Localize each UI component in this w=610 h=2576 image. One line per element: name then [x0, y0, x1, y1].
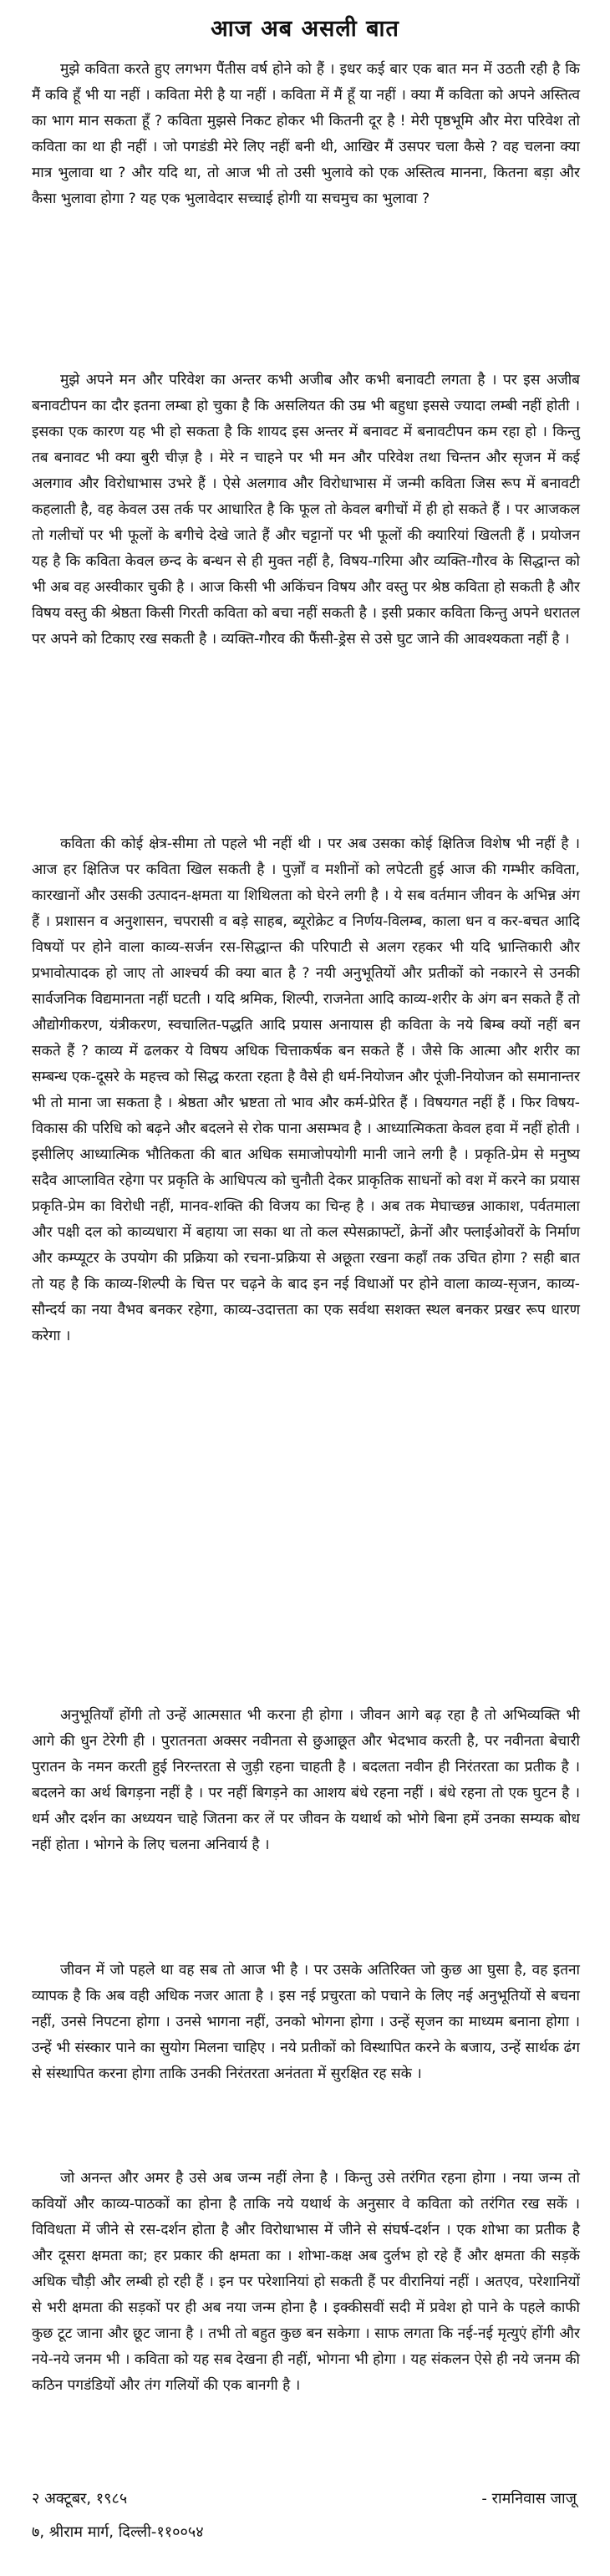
- paragraph-1: मुझे कविता करते हुए लगभग पैंतीस वर्ष होने को हैं । इधर कई बार एक बात मन में उठती रही है कि मैं कवि हूँ भी या नहीं । कविता मेरी है या नहीं । कविता में मैं हूँ या नहीं । क्या मैं कविता को अपने अस्तित्व का भाग मान सकता हूँ ? कविता मुझसे निकट होकर भी कितनी दूर है ! मेरी पृष्ठभूमि और मेरा परिवेश तो कविता का था ही नहीं । जो पगडंडी मेरे लिए नहीं बनी थी, आखिर मैं उसपर चला कैसे ? वह चलना क्या मात्र भुलावा था ? और यदि था, तो आज भी तो उसी भुलावे को एक अस्तित्व मानना, कितना बड़ा और कैसा भुलावा होगा ? यह एक भुलावेदार सच्चाई होगी या सचमुच का भुलावा ?: [32, 61, 580, 207]
- paragraph-2: मुझे अपने मन और परिवेश का अन्तर कभी अजीब और कभी बनावटी लगता है । पर इस अजीब बनावटीपन का दौर इतना लम्बा हो चुका है कि असलियत की उम्र भी बहुधा इससे ज्यादा लम्बी नहीं होती । इसका एक कारण यह भी हो सकता है कि शायद इस अन्तर में बनावट में बनावटीपन कम रहा हो । किन्तु तब बनावट भी क्या बुरी चीज़ है । मेरे न चाहने पर भी मन और परिवेश तथा चिन्तन और सृजन में कई अलगाव और विरोधाभास उभरे हैं । ऐसे अलगाव और विरोधाभास में जन्मी कविता जिस रूप में बनावटी कहलाती है, वह केवल उस तर्क पर आधारित है कि फूल तो केवल बगीचों में ही हो सकते हैं । पर आजकल तो गलीचों पर भी फूलों के बगीचे देखे जाते हैं और चट्टानों पर भी फूलों की क्यारियां खिलती हैं । प्रयोजन यह है कि कविता केवल छन्द के बन्धन से ही मुक्त नहीं है, विषय-गरिमा और व्यक्ति-गौरव के सिद्धान्त को भी अब वह अस्वीकार चुकी है । आज किसी भी अकिंचन विषय और वस्तु पर श्रेष्ठ कविता हो सकती है और विषय वस्तु की श्रेष्ठता किसी गिरती कविता को बचा नहीं सकती है । इसी प्रकार कविता किन्तु अपने धरातल पर अपने को टिकाए रख सकती है । व्यक्ति-गौरव की फैंसी-ड्रेस से उसे घुट जाने की आवश्यकता नहीं है ।: [32, 372, 580, 648]
- author-signature: - रामनिवास जाजू: [481, 2490, 577, 2507]
- paragraph-3: कविता की कोई क्षेत्र-सीमा तो पहले भी नहीं थी । पर अब उसका कोई क्षितिज विशेष भी नहीं है । आज हर क्षितिज पर कविता खिल सकती है । पुर्ज़ों व मशीनों को लपेटती हुई आज की गम्भीर कविता, कारखानों और उसकी उत्पादन-क्षमता या शिथिलता को घेरने लगी है । ये सब वर्तमान जीवन के अभिन्न अंग हैं । प्रशासन व अनुशासन, चपरासी व बड़े साहब, ब्यूरोक्रेट व निर्णय-विलम्ब, काला धन व कर-बचत आदि विषयों पर होने वाला काव्य-सर्जन रस-सिद्धान्त की परिपाटी से अलग रहकर भी यदि भ्रान्तिकारी और प्रभावोत्पादक हो जाए तो आश्चर्य की क्या बात है ? नयी अनुभूतियों और प्रतीकों को नकारने से उनकी सार्वजनिक विद्यमानता नहीं घटती । यदि श्रमिक, शिल्पी, राजनेता आदि काव्य-शरीर के अंग बन सकते हैं तो औद्योगीकरण, यंत्रीकरण, स्वचालित-पद्धति आदि प्रयास अनायास ही कविता के नये बिम्ब क्यों नहीं बन सकते हैं ? काव्य में ढलकर ये विषय अधिक चित्ताकर्षक बन सकते हैं । जैसे कि आत्मा और शरीर का सम्बन्ध एक-दूसरे के महत्त्व को सिद्ध करता रहता है वैसे ही धर्म-नियोजन और पूंजी-नियोजन को समानान्तर भी तो माना जा सकता है । श्रेष्ठता और भ्रष्टता तो भाव और कर्म-प्रेरित हैं । विषयगत नहीं हैं । फिर विषय-विकास की परिधि को बढ़ने और बदलने से रोक पाना असम्भव है । आध्यात्मिकता केवल हवा में नहीं होती । इसीलिए आध्यात्मिक भौतिकता की बात अधिक समाजोपयोगी मानी जाने लगी है । प्रकृति-प्रेम से मनुष्य सदैव आप्लावित रहेगा पर प्रकृति के आधिपत्य को चुनौती देकर प्राकृतिक साधनों को वश में करने का प्रयास प्रकृति-प्रेम का विरोधी नहीं, मानव-शक्ति की विजय का चिन्ह है । अब तक मेघाच्छन्न आकाश, पर्वतमाला और पक्षी दल को काव्यधारा में बहाया जा सका था तो कल स्पेसक्राफ्टों, क्रेनों और फ्लाईओवरों के निर्माण और कम्प्यूटर के उपयोग की प्रक्रिया को रचना-प्रक्रिया से अछूता रखना कहाँ तक उचित होगा ? सही बात तो यह है कि काव्य-शिल्पी के चित्त पर चढ़ने के बाद इन नई विधाओं पर होने वाला काव्य-सृजन, काव्य-सौन्दर्य का नया वैभव बनकर रहेगा, काव्य-उदात्तता का एक सर्वथा सशक्त स्थल बनकर प्रखर रूप धारण करेगा ।: [32, 836, 580, 1344]
- paragraph-5: जीवन में जो पहले था वह सब तो आज भी है । पर उसके अतिरिक्त जो कुछ आ घुसा है, वह इतना व्यापक है कि अब वही अधिक नजर आता है । इस नई प्रचुरता को पचाने के लिए नई अनुभूतियों से बचना नहीं, उनसे निपटना होगा । उनसे भागना नहीं, उनको भोगना होगा । उन्हें सृजन का माध्यम बनाना होगा । उन्हें भी संस्कार पाने का सुयोग मिलना चाहिए । नये प्रतीकों को विस्थापित करने के बजाय, उन्हें सार्थक ढंग से संस्थापित करना होगा ताकि उनकी निरंतरता अनंतता में सुरक्षित रह सके ।: [32, 1962, 581, 2082]
- page-title: आज अब असली बात: [211, 16, 399, 42]
- paragraph-4: अनुभूतियाँ होंगी तो उन्हें आत्मसात भी करना ही होगा । जीवन आगे बढ़ रहा है तो अभिव्यक्ति भी आगे की धुन टेरेगी ही । पुरातनता अक्सर नवीनता से छुआछूत और भेदभाव करती है, पर नवीनता बेचारी पुरातन के नमन करती हुई निरन्तरता से जुड़ी रहना चाहती है । बदलता नवीन ही निरंतरता का प्रतीक है । बदलने का अर्थ बिगड़ना नहीं है । पर नहीं बिगड़ने का आशय बंधे रहना नहीं । बंधे रहना तो एक घुटन है । धर्म और दर्शन का अध्ययन चाहे जितना कर लें पर जीवन के यथार्थ को भोगे बिना हमें उनका सम्यक बोध नहीं होता । भोगने के लिए चलना अनिवार्य है ।: [32, 1707, 580, 1853]
- paragraph-6: जो अनन्त और अमर है उसे अब जन्म नहीं लेना है । किन्तु उसे तरंगित रहना होगा । नया जन्म तो कवियों और काव्य-पाठकों का होना है ताकि नये यथार्थ के अनुसार वे कविता को तरंगित रख सकें । विविधता में जीने से रस-दर्शन होता है और विरोधाभास में जीने से संघर्ष-दर्शन । एक शोभा का प्रतीक है और दूसरा क्षमता का; हर प्रकार की क्षमता का । शोभा-कक्ष अब दुर्लभ हो रहे हैं और क्षमता की सड़कें अधिक चौड़ी और लम्बी हो रही हैं । इन पर परेशानियां हो सकती हैं पर वीरानियां नहीं । अतएव, परेशानियों से भरी क्षमता की सड़कों पर ही अब नया जन्म होना है । इक्कीसवीं सदी में प्रवेश हो पाने के पहले काफी कुछ टूट जाना और छूट जाना है । तभी तो बहुत कुछ बन सकेगा । साफ लगता कि नई-नई मृत्युएं होंगी और नये-नये जनम भी । कविता को यह सब देखना ही नहीं, भोगना भी होगा । यह संकलन ऐसे ही नये जनम की कठिन पगडंडियों और तंग गलियों की एक बानगी है ।: [32, 2170, 580, 2394]
- date-line: २ अक्टूबर, १९८५: [32, 2490, 128, 2507]
- address-line: ७, श्रीराम मार्ग, दिल्ली-११००५४: [32, 2523, 204, 2541]
